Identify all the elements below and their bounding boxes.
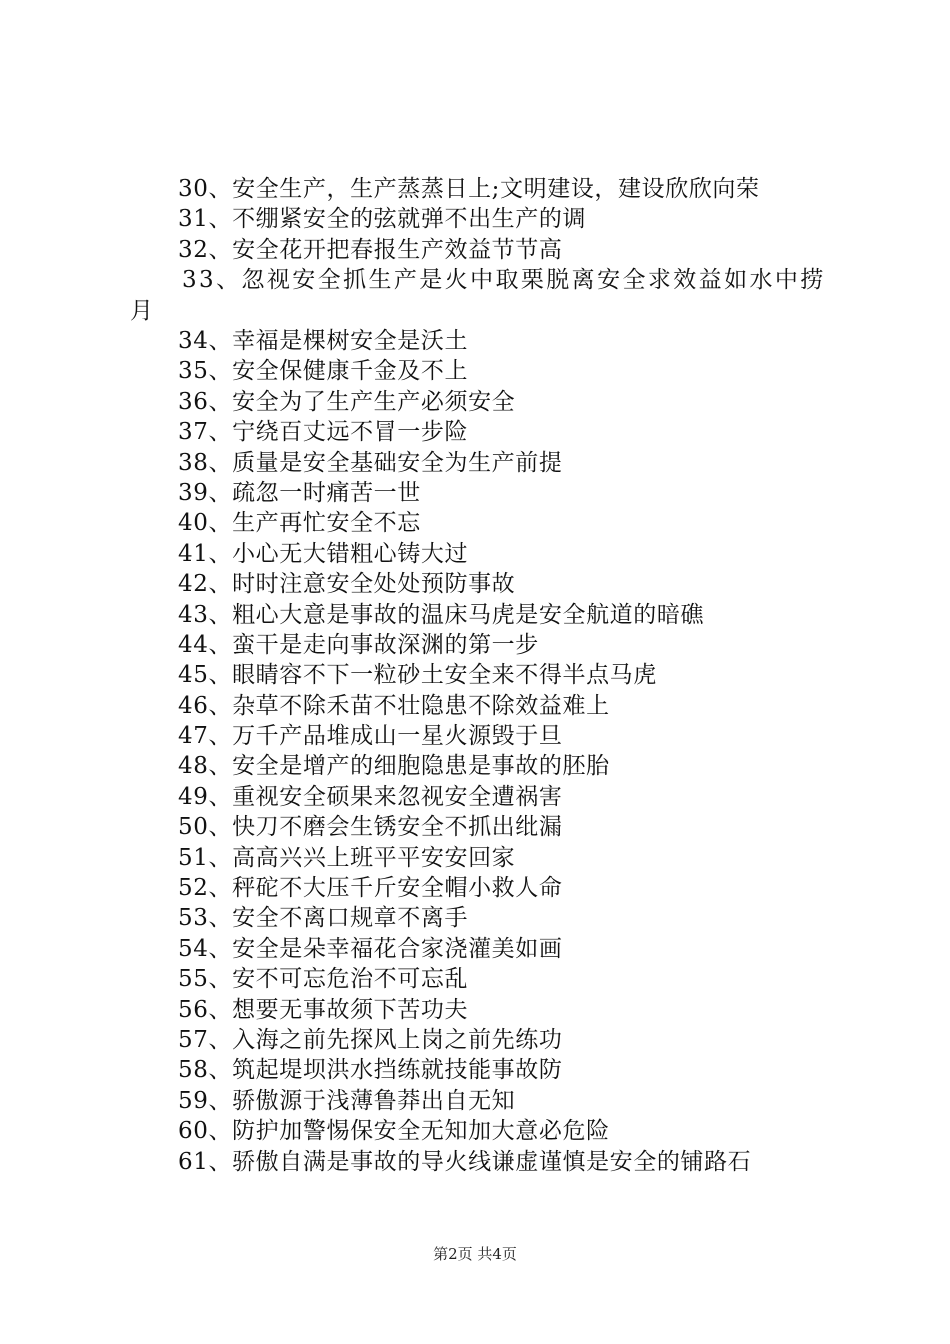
page-footer: 第2页 共4页 [433, 1245, 517, 1263]
document-body [130, 174, 830, 1177]
list-item: 31、不绷紧安全的弦就弹不出生产的调 [178, 206, 587, 233]
list-item: 49、重视安全硕果来忽视安全遭祸害 [178, 783, 563, 810]
list-item: 39、疏忽一时痛苦一世 [178, 479, 421, 506]
list-item: 54、安全是朵幸福花合家浇灌美如画 [178, 935, 563, 962]
list-item: 51、高高兴兴上班平平安安回家 [178, 844, 516, 871]
list-item: 34、幸福是棵树安全是沃土 [178, 327, 469, 354]
list-item: 41、小心无大错粗心铸大过 [178, 540, 469, 567]
list-item: 61、骄傲自满是事故的导火线谦虚谨慎是安全的铺路石 [178, 1148, 752, 1175]
list-item: 38、质量是安全基础安全为生产前提 [178, 449, 563, 476]
list-item: 32、安全花开把春报生产效益节节高 [178, 236, 563, 263]
list-item: 59、骄傲源于浅薄鲁莽出自无知 [178, 1087, 516, 1114]
list-item: 48、安全是增产的细胞隐患是事故的胚胎 [178, 753, 610, 780]
list-item: 33、忽视安全抓生产是火中取栗脱离安全求效益如水中捞月 [130, 267, 826, 324]
list-item: 58、筑起堤坝洪水挡练就技能事故防 [178, 1057, 563, 1084]
list-item: 60、防护加警惕保安全无知加大意必危险 [178, 1118, 610, 1145]
list-item: 56、想要无事故须下苦功夫 [178, 996, 469, 1023]
list-item: 52、秤砣不大压千斤安全帽小救人命 [178, 875, 563, 902]
list-item: 46、杂草不除禾苗不壮隐患不除效益难上 [178, 692, 610, 719]
list-item: 42、时时注意安全处处预防事故 [178, 571, 516, 598]
list-item: 53、安全不离口规章不离手 [178, 905, 469, 932]
list-item: 44、蛮干是走向事故深渊的第一步 [178, 631, 539, 658]
list-item: 50、快刀不磨会生锈安全不抓出纰漏 [178, 814, 563, 841]
list-item: 36、安全为了生产生产必须安全 [178, 388, 516, 415]
list-item: 47、万千产品堆成山一星火源毁于旦 [178, 723, 563, 750]
list-item: 43、粗心大意是事故的温床马虎是安全航道的暗礁 [178, 601, 705, 628]
list-item: 40、生产再忙安全不忘 [178, 510, 421, 537]
list-item: 55、安不可忘危治不可忘乱 [178, 966, 469, 993]
list-item: 37、宁绕百丈远不冒一步险 [178, 419, 469, 446]
list-item: 57、入海之前先探风上岗之前先练功 [178, 1026, 563, 1053]
list-item: 30、安全生产，生产蒸蒸日上;文明建设，建设欣欣向荣 [178, 176, 760, 202]
list-item: 45、眼睛容不下一粒砂土安全来不得半点马虎 [178, 662, 657, 689]
list-item: 35、安全保健康千金及不上 [178, 358, 469, 385]
